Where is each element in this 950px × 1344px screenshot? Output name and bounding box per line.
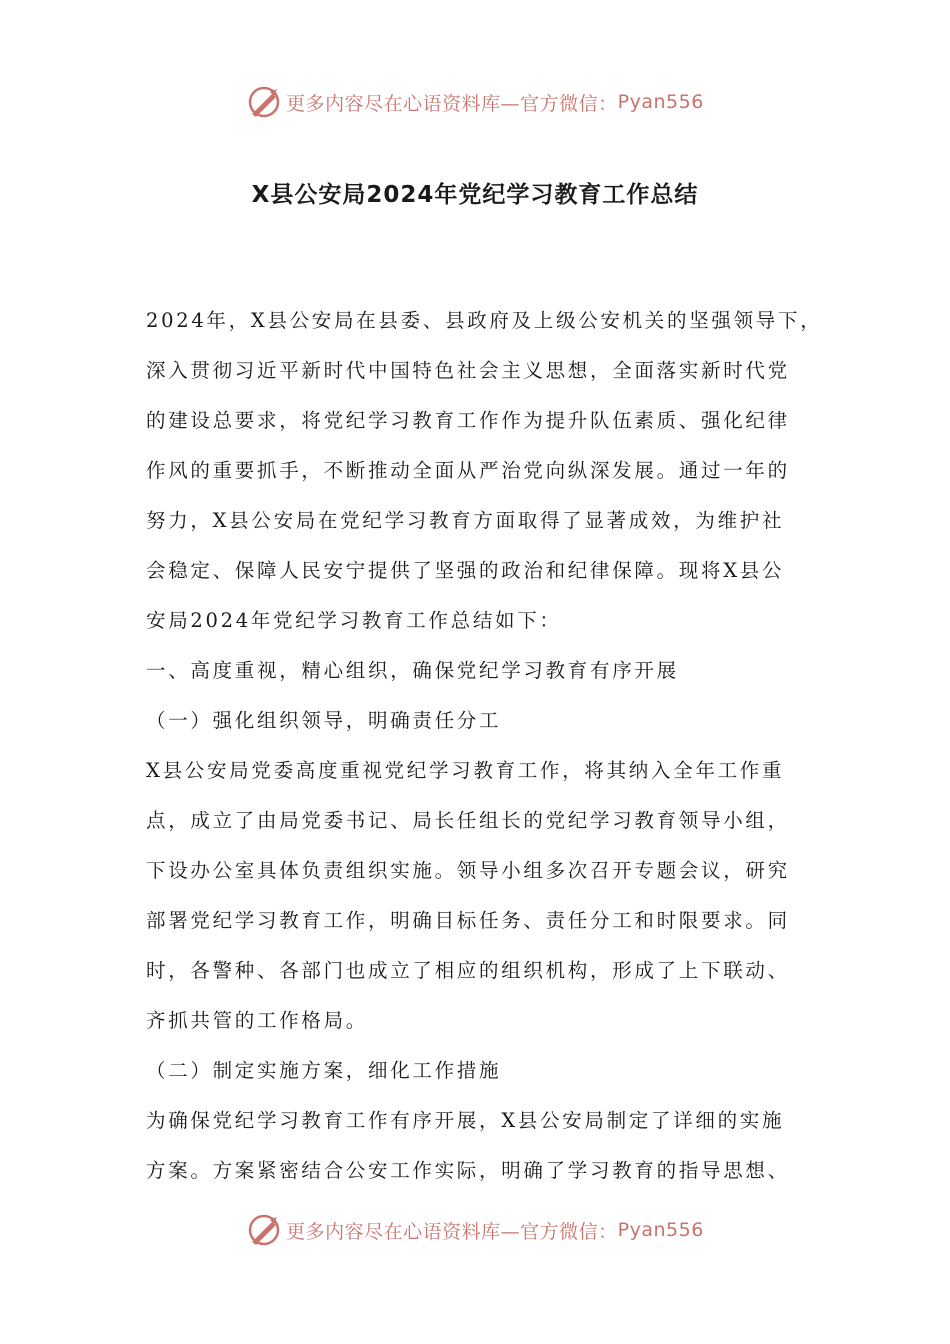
document-title: X县公安局2024年党纪学习教育工作总结: [251, 182, 699, 208]
document-body: [146, 296, 823, 1196]
body-line: 下设办公室具体负责组织实施。领导小组多次召开专题会议，研究: [146, 859, 790, 882]
subsection-heading: （二）制定实施方案，细化工作措施: [146, 1059, 502, 1082]
pen-logo-icon: [246, 84, 282, 120]
body-line: 部署党纪学习教育工作，明确目标任务、责任分工和时限要求。同: [146, 909, 790, 932]
body-line: 的建设总要求，将党纪学习教育工作作为提升队伍素质、强化纪律: [146, 409, 790, 432]
body-line: 时，各警种、各部门也成立了相应的组织机构，形成了上下联动、: [146, 959, 790, 982]
body-line: 作风的重要抓手，不断推动全面从严治党向纵深发展。通过一年的: [146, 459, 790, 482]
body-line: 齐抓共管的工作格局。: [146, 1009, 369, 1032]
body-line: 努力，X县公安局在党纪学习教育方面取得了显著成效，为维护社: [146, 509, 785, 532]
subsection-heading: （一）强化组织领导，明确责任分工: [146, 709, 502, 732]
body-line: 2024年，X县公安局在县委、县政府及上级公安机关的坚强领导下，: [146, 309, 823, 332]
body-line: 点，成立了由局党委书记、局长任组长的党纪学习教育领导小组，: [146, 809, 790, 832]
watermark-handle: Pyan556: [617, 91, 704, 113]
watermark-banner-bottom: [0, 1208, 950, 1252]
body-line: 会稳定、保障人民安宁提供了坚强的政治和纪律保障。现将X县公: [146, 559, 785, 582]
pen-logo-icon: [246, 1212, 282, 1248]
watermark-text: 更多内容尽在心语资料库—官方微信：: [286, 92, 618, 115]
body-line: X县公安局党委高度重视党纪学习教育工作，将其纳入全年工作重: [146, 759, 785, 782]
body-line: 为确保党纪学习教育工作有序开展，X县公安局制定了详细的实施: [146, 1109, 785, 1132]
watermark-handle: Pyan556: [617, 1219, 704, 1241]
body-line: 方案。方案紧密结合公安工作实际，明确了学习教育的指导思想、: [146, 1159, 790, 1182]
watermark-text: 更多内容尽在心语资料库—官方微信：: [286, 1220, 618, 1243]
watermark-banner-top: [0, 80, 950, 124]
section-heading: 一、高度重视，精心组织，确保党纪学习教育有序开展: [146, 659, 679, 682]
body-line: 安局2024年党纪学习教育工作总结如下：: [146, 609, 562, 632]
body-line: 深入贯彻习近平新时代中国特色社会主义思想，全面落实新时代党: [146, 359, 790, 382]
